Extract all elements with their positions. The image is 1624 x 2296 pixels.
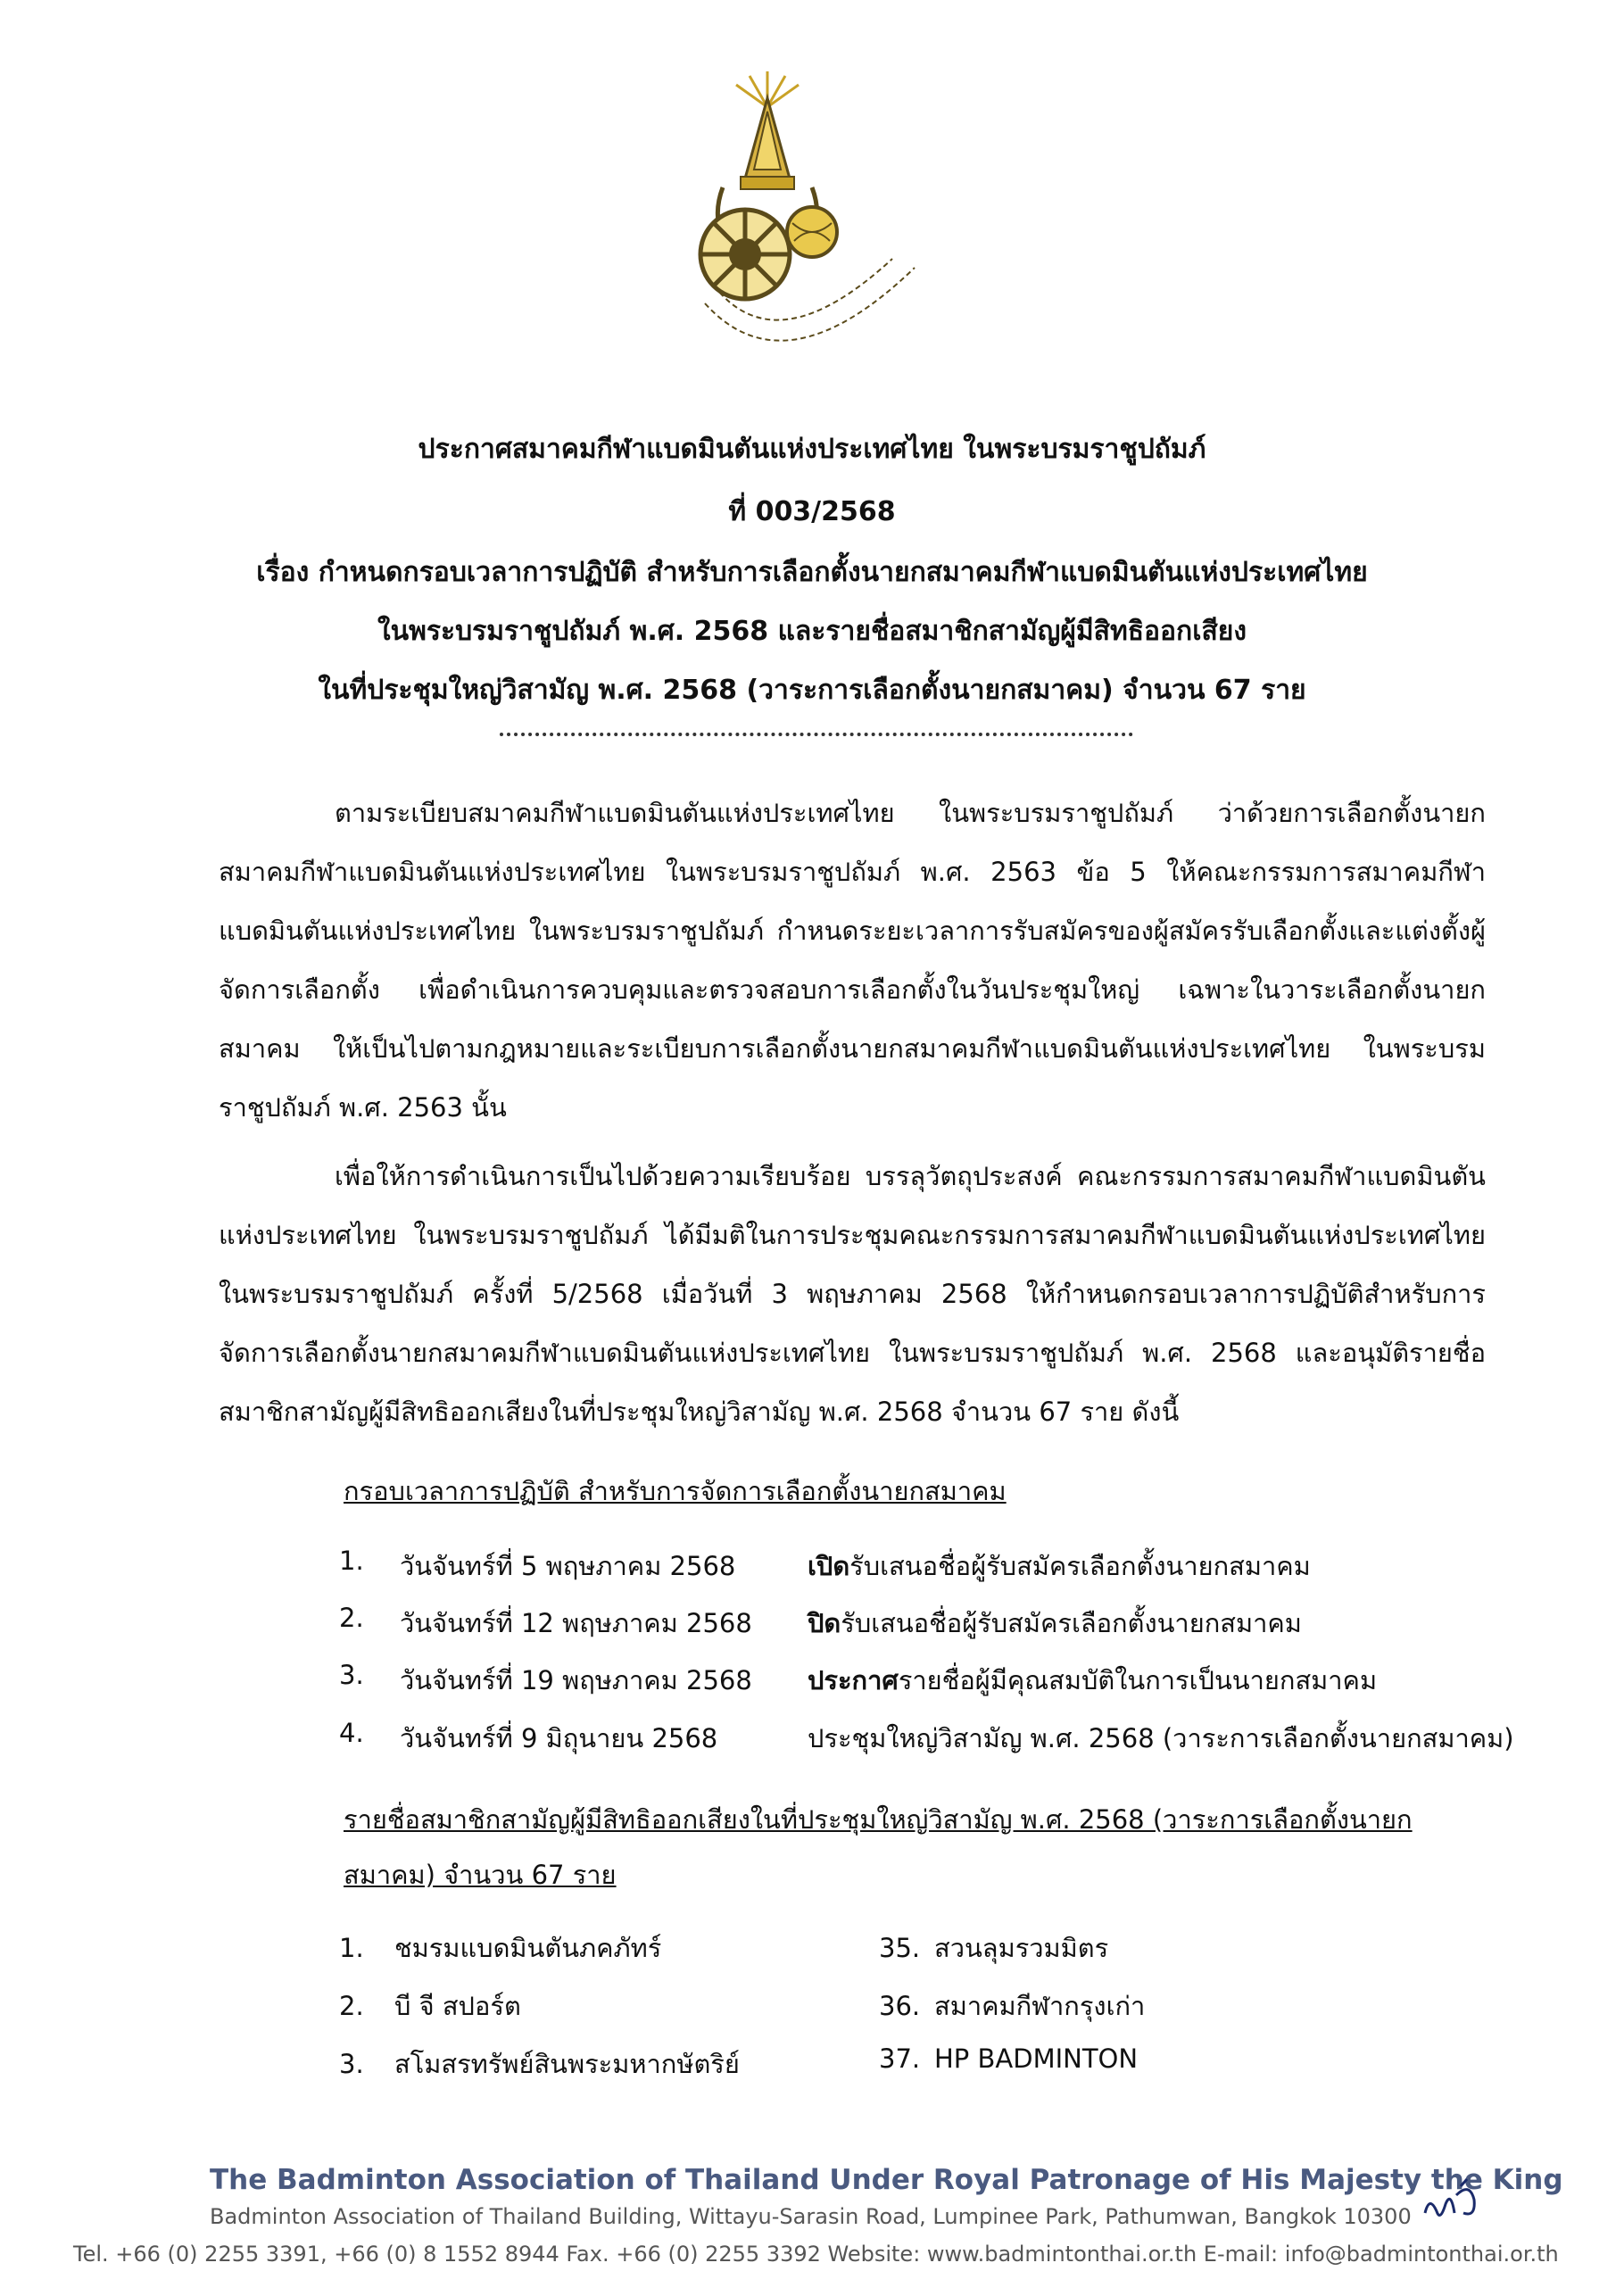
- association-emblem-logo: [660, 71, 982, 410]
- member-list-item: [339, 1985, 521, 2025]
- announcement-subject-cont-2: ในที่ประชุมใหญ่วิสามัญ พ.ศ. 2568 (วาระการเลือกตั้งนายกสมาคม) จำนวน 67 ราย: [318, 675, 1306, 706]
- body-paragraph-2: [219, 1147, 1486, 1441]
- schedule-number: 3.: [339, 1660, 364, 1690]
- schedule-desc-text: รายชื่อผู้มีคุณสมบัติในการเป็นนายกสมาคม: [898, 1665, 1378, 1695]
- announcement-title: ประกาศสมาคมกีฬาแบดมินตันแห่งประเทศไทย ในพระบรมราชูปถัมภ์: [418, 434, 1206, 465]
- initials-signature: [1421, 2177, 1483, 2231]
- member-name: สโมสรทรัพย์สินพระมหากษัตริย์: [394, 2049, 740, 2079]
- schedule-number: 4.: [339, 1718, 364, 1748]
- footer-address: Badminton Association of Thailand Building, Wittayu-Sarasin Road, Lumpinee Park, Pathumwan, Bangkok 10300: [210, 2204, 1412, 2229]
- member-number: 3.: [339, 2049, 364, 2079]
- footer-contact: Tel. +66 (0) 2255 3391, +66 (0) 8 1552 8944 Fax. +66 (0) 2255 3392 Website: www.badmintonthai.or.th E-mail: info@badmintonthai.or.th: [73, 2242, 1559, 2267]
- member-name: สวนลุมรวมมิตร: [934, 1933, 1109, 1963]
- schedule-item: [339, 1603, 1499, 1642]
- member-name: ชมรมแบดมินตันภคภัทร์: [394, 1933, 662, 1963]
- schedule-keyword: ปิด: [808, 1608, 841, 1638]
- schedule-item: [339, 1546, 1499, 1585]
- schedule-number: 2.: [339, 1603, 364, 1633]
- schedule-date: วันจันทร์ที่ 9 มิถุนายน 2568: [400, 1723, 718, 1753]
- member-number: 1.: [339, 1933, 364, 1963]
- schedule-desc-text: รับเสนอชื่อผู้รับสมัครเลือกตั้งนายกสมาคม: [849, 1551, 1311, 1581]
- schedule-keyword: เปิด: [808, 1551, 850, 1581]
- member-list-item: [879, 1985, 1145, 2025]
- schedule-description: [808, 1718, 1514, 1759]
- members-title: รายชื่อสมาชิกสามัญผู้มีสิทธิออกเสียงในที่ประชุมใหญ่วิสามัญ พ.ศ. 2568 (วาระการเลือกตั้งนายกสมาคม) จำนวน 67 ราย: [344, 1804, 1413, 1890]
- schedule-desc-text: ประชุมใหญ่วิสามัญ พ.ศ. 2568 (วาระการเลือกตั้งนายกสมาคม): [808, 1723, 1514, 1753]
- member-number: 36.: [879, 1991, 921, 2021]
- schedule-date: วันจันทร์ที่ 19 พฤษภาคม 2568: [400, 1665, 752, 1695]
- schedule-item: [339, 1660, 1499, 1699]
- member-name: บี จี สปอร์ต: [394, 1991, 521, 2021]
- body-paragraph-1-text: ตามระเบียบสมาคมกีฬาแบดมินตันแห่งประเทศไทย ในพระบรมราชูปถัมภ์ ว่าด้วยการเลือกตั้งนายกสมาคมกีฬาแบดมินตันแห่งประเทศไทย ในพระบรมราชูปถัมภ์ พ.ศ. 2563 ข้อ 5 ให้คณะกรรมการสมาคมกีฬาแบดมินตันแห่งประเทศไทย ในพระบรมราชูปถัมภ์ กำหนดระยะเวลาการรับสมัครของผู้สมัครรับเลือกตั้งและแต่งตั้งผู้จัดการเลือกตั้ง เพื่อดำเนินการควบคุมและตรวจสอบการเลือกตั้งในวันประชุมใหญ่ เฉพาะในวาระเลือกตั้งนายกสมาคม ให้เป็นไปตามกฎหมายและระเบียบการเลือกตั้งนายกสมาคมกีฬาแบดมินตันแห่งประเทศไทย ในพระบรมราชูปถัมภ์ พ.ศ. 2563 นั้น: [219, 798, 1486, 1123]
- member-list-item: [879, 2043, 1138, 2083]
- announcement-subject-cont-1: ในพระบรมราชูปถัมภ์ พ.ศ. 2568 และรายชื่อสมาชิกสามัญผู้มีสิทธิออกเสียง: [377, 616, 1247, 647]
- dotted-divider: [500, 727, 1133, 736]
- schedule-description: [808, 1603, 1302, 1644]
- schedule-item: [339, 1718, 1514, 1757]
- schedule-date: วันจันทร์ที่ 12 พฤษภาคม 2568: [400, 1608, 752, 1638]
- member-name: HP BADMINTON: [934, 2043, 1139, 2074]
- member-number: 37.: [879, 2043, 921, 2074]
- member-list-item: [339, 1927, 661, 1967]
- member-number: 35.: [879, 1933, 921, 1963]
- schedule-number: 1.: [339, 1546, 364, 1576]
- schedule-keyword: ประกาศ: [808, 1665, 899, 1695]
- schedule-description: [808, 1546, 1311, 1587]
- schedule-date: วันจันทร์ที่ 5 พฤษภาคม 2568: [400, 1551, 736, 1581]
- member-list-item: [879, 1927, 1108, 1967]
- body-paragraph-1: [219, 783, 1486, 1137]
- body-paragraph-2-text: เพื่อให้การดำเนินการเป็นไปด้วยความเรียบร้อย บรรลุวัตถุประสงค์ คณะกรรมการสมาคมกีฬาแบดมินตันแห่งประเทศไทย ในพระบรมราชูปถัมภ์ ได้มีมติในการประชุมคณะกรรมการสมาคมกีฬาแบดมินตันแห่งประเทศไทย ในพระบรมราชูปถัมภ์ ครั้งที่ 5/2568 เมื่อวันที่ 3 พฤษภาคม 2568 ให้กำหนดกรอบเวลาการปฏิบัติสำหรับการจัดการเลือกตั้งนายกสมาคมกีฬาแบดมินตันแห่งประเทศไทย ในพระบรมราชูปถัมภ์ พ.ศ. 2568 และอนุมัติรายชื่อสมาชิกสามัญผู้มีสิทธิออกเสียงในที่ประชุมใหญ่วิสามัญ พ.ศ. 2568 จำนวน 67 ราย ดังนี้: [219, 1161, 1486, 1427]
- member-number: 2.: [339, 1991, 364, 2021]
- member-list-item: [339, 2043, 740, 2083]
- schedule-description: [808, 1660, 1377, 1701]
- announcement-subject: เรื่อง กำหนดกรอบเวลาการปฏิบัติ สำหรับการเลือกตั้งนายกสมาคมกีฬาแบดมินตันแห่งประเทศไทย: [256, 557, 1368, 588]
- announcement-number: ที่ 003/2568: [728, 496, 896, 527]
- footer-org-name: The Badminton Association of Thailand Under Royal Patronage of His Majesty the King: [210, 2164, 1563, 2196]
- member-name: สมาคมกีฬากรุงเก่า: [934, 1991, 1146, 2021]
- schedule-title: กรอบเวลาการปฏิบัติ สำหรับการจัดการเลือกตั้งนายกสมาคม: [344, 1476, 1007, 1506]
- schedule-desc-text: รับเสนอชื่อผู้รับสมัครเลือกตั้งนายกสมาคม: [841, 1608, 1302, 1638]
